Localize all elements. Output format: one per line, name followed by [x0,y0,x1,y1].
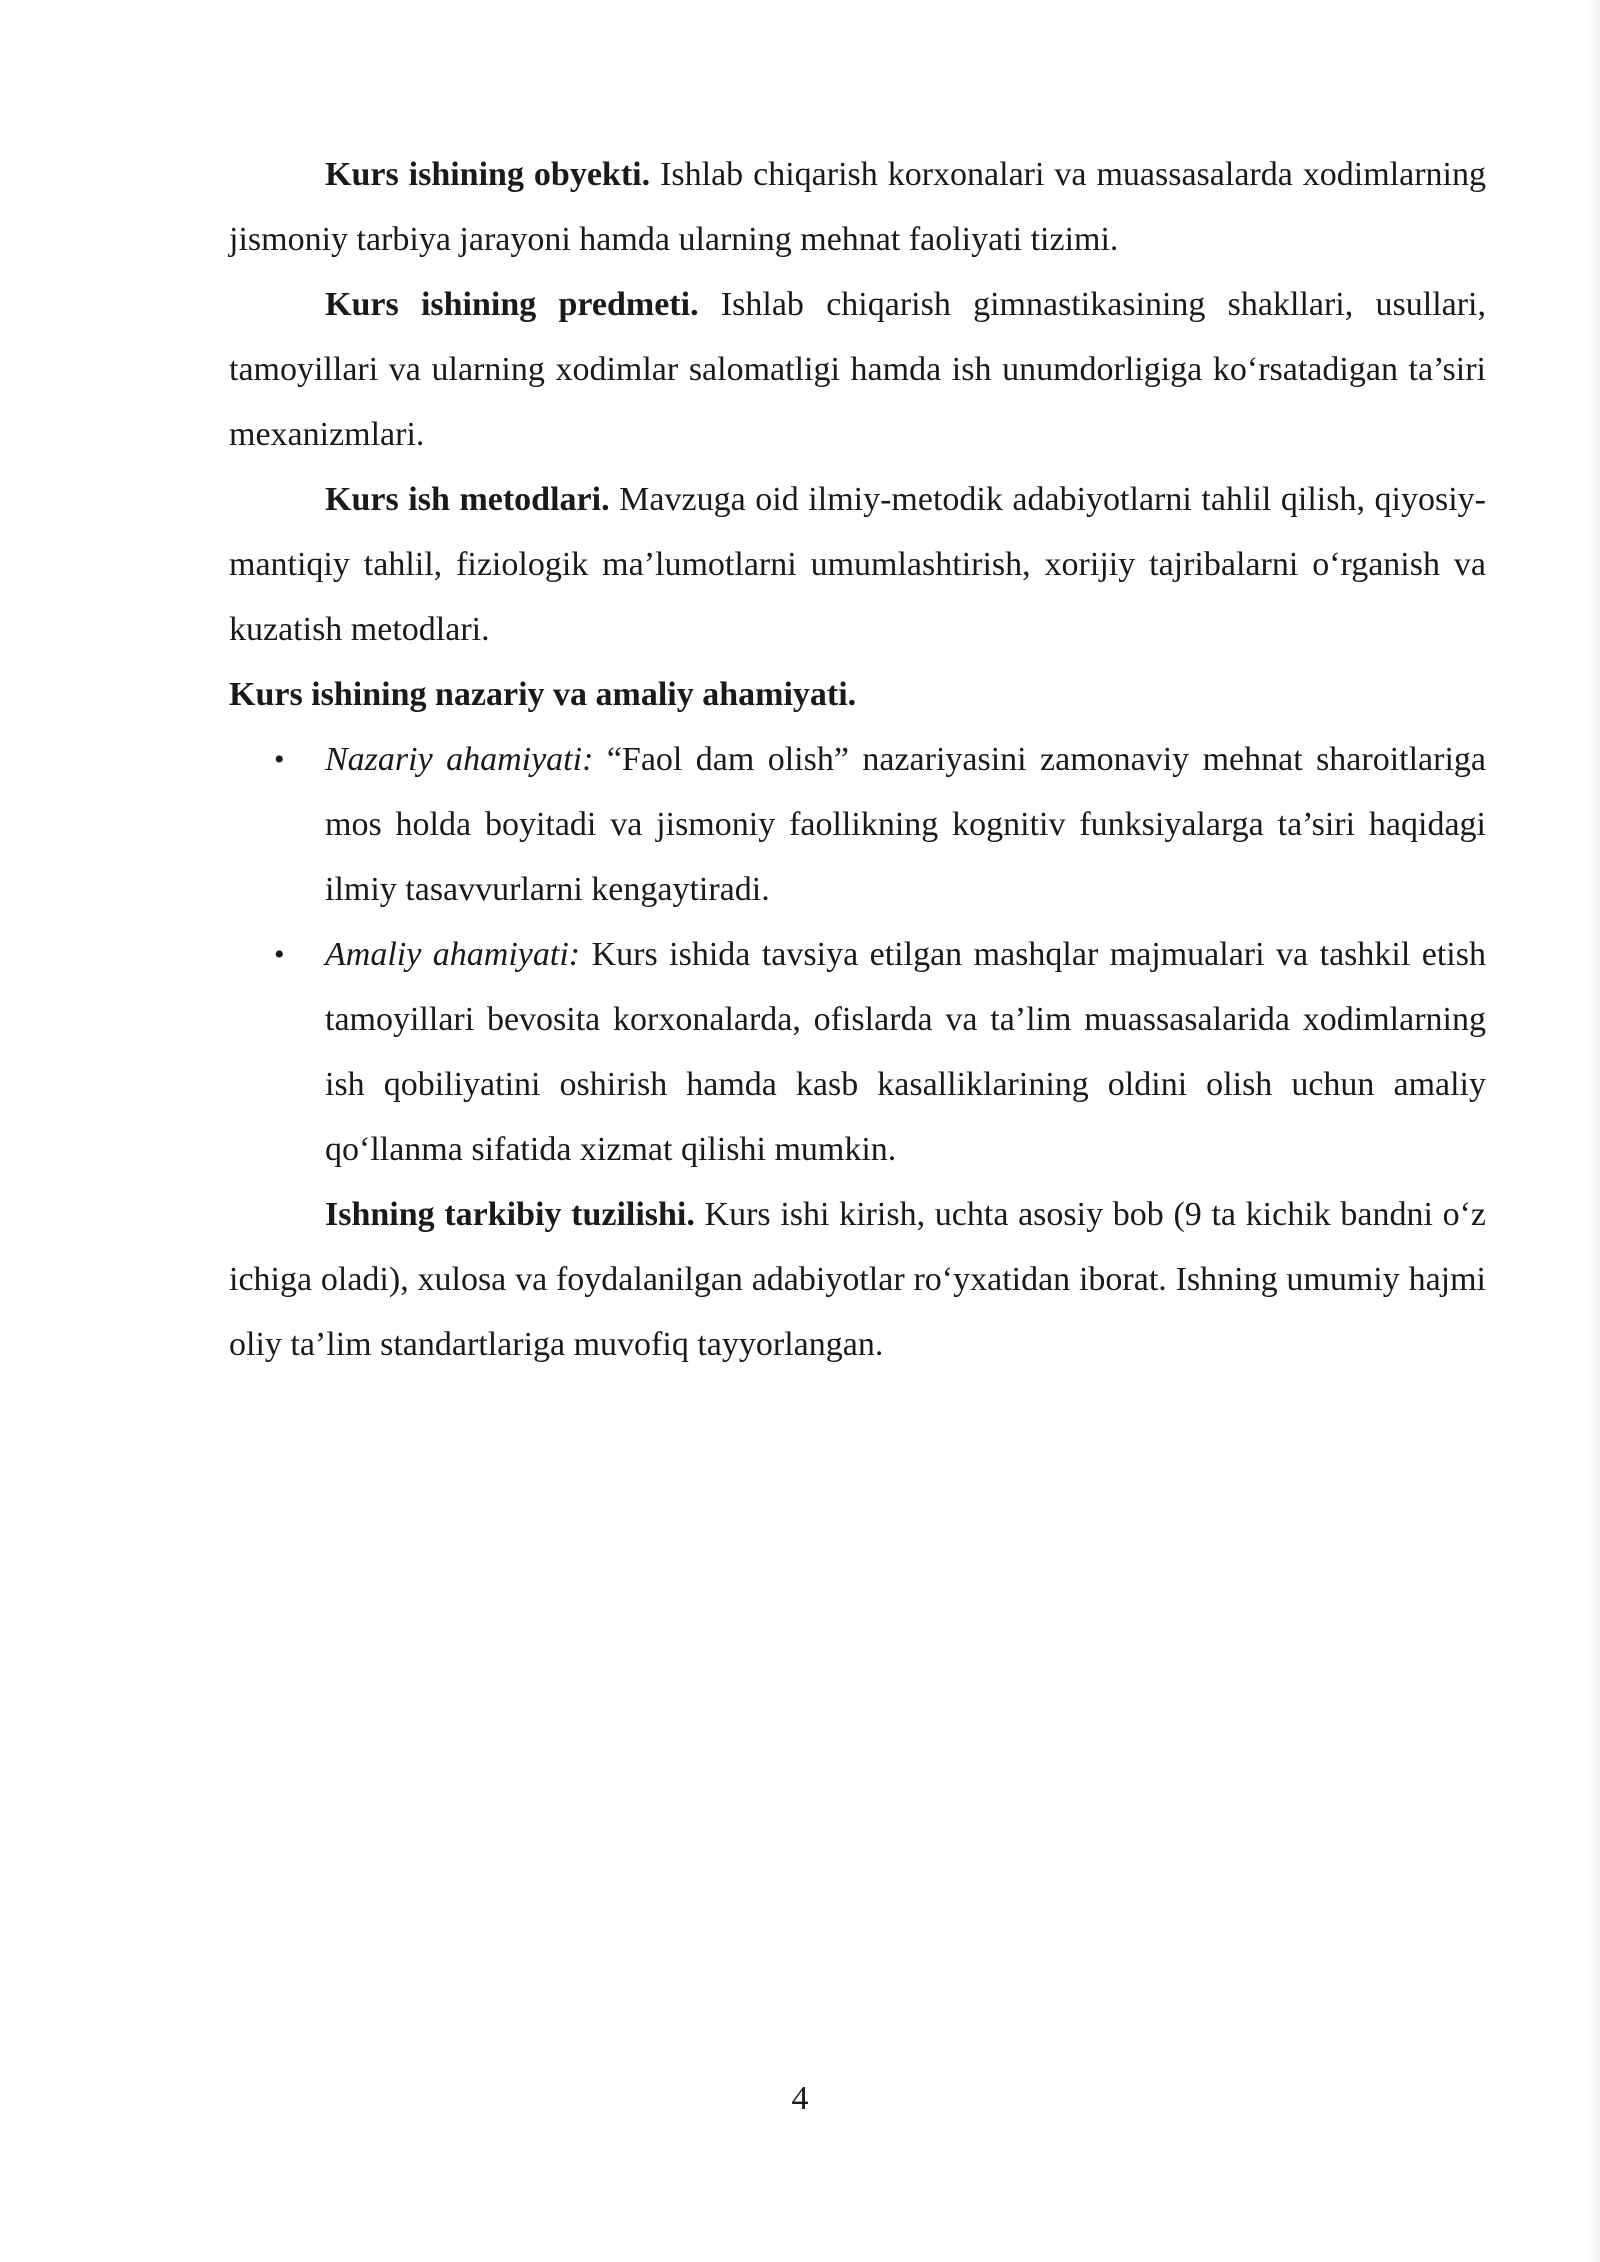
section-heading: Kurs ishining nazariy va amaliy ahamiyati. [229,676,857,713]
list-item-lead: Nazariy ahamiyati: [325,741,594,778]
paragraph-methods [229,467,1486,662]
paragraph-lead: Kurs ishining predmeti. [325,286,699,323]
page-edge-shadow [1586,0,1600,2262]
paragraph-text: Kurs ishi kirish, uchta asosiy bob (9 ta kichik bandni o‘z ichiga oladi), xulosa va foydalanilgan adabiyotlar ro‘yxatidan iborat. Ishning umumiy hajmi oliy ta’lim standartlariga muvofiq tayyorlangan. [229,1196,1486,1363]
list-item [229,727,1486,922]
paragraph-lead: Kurs ishining obyekti. [325,156,651,193]
list-item [229,922,1486,1182]
paragraph-lead: Kurs ish metodlari. [325,481,610,518]
paragraph-structure [229,1182,1486,1377]
paragraph-text: Mavzuga oid ilmiy-metodik adabiyotlarni tahlil qilish, qiyosiy-mantiqiy tahlil, fiziologik ma’lumotlarni umumlashtirish, xorijiy tajribalarni o‘rganish va kuzatish metodlari. [229,481,1486,648]
bullet-icon: • [274,743,285,776]
list-item-text: “Faol dam olish” nazariyasini zamonaviy mehnat sharoitlariga mos holda boyitadi va jismoniy faollikning kognitiv funksiyalarga ta’siri haqidagi ilmiy tasavvurlarni kengaytiradi. [325,741,1487,908]
document-body [229,142,1486,1377]
page-number: 4 [791,2080,809,2117]
paragraph-subject [229,272,1486,467]
bullet-icon: • [274,938,285,971]
paragraph-text: Ishlab chiqarish gimnastikasining shakllari, usullari, tamoyillari va ularning xodimlar salomatligi hamda ish unumdorligiga ko‘rsatadigan ta’siri mexanizmlari. [229,286,1486,453]
paragraph-lead: Ishning tarkibiy tuzilishi. [325,1196,695,1233]
significance-list [229,727,1486,1182]
list-item-lead: Amaliy ahamiyati: [325,936,581,973]
paragraph-object [229,142,1486,272]
list-item-text: Kurs ishida tavsiya etilgan mashqlar majmualari va tashkil etish tamoyillari bevosita korxonalarda, ofislarda va ta’lim muassasalarida xodimlarning ish qobiliyatini oshirish hamda kasb kasalliklarining oldini olish uchun amaliy qo‘llanma sifatida xizmat qilishi mumkin. [325,936,1486,1168]
paragraph-text: Ishlab chiqarish korxonalari va muassasalarda xodimlarning jismoniy tarbiya jarayoni hamda ularning mehnat faoliyati tizimi. [229,156,1486,258]
